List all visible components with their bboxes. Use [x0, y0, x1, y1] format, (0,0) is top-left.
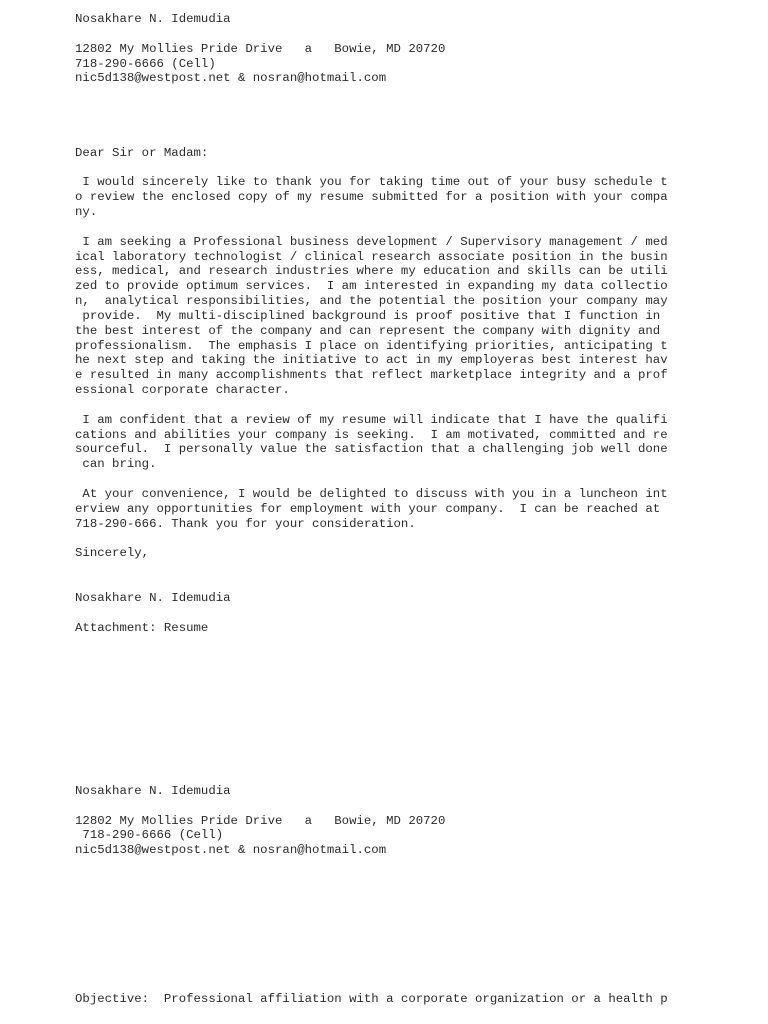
- paragraph-line: essional corporate character.: [75, 383, 290, 398]
- paragraph-3: [75, 413, 755, 472]
- resume-address: 12802 My Mollies Pride Drive a Bowie, MD 20720: [75, 813, 446, 828]
- paragraph-line: 718-290-666. Thank you for your consideration.: [75, 516, 416, 531]
- paragraph-line: I would sincerely like to thank you for taking time out of your busy schedule t: [75, 175, 668, 190]
- paragraph-line: ess, medical, and research industries where my education and skills can be utili: [75, 264, 668, 279]
- spacer: [75, 398, 755, 413]
- spacer: [75, 160, 755, 175]
- closing: Sincerely,: [75, 546, 150, 561]
- paragraph-line: he next step and taking the initiative to act in my employeras best interest hav: [75, 353, 668, 368]
- spacer: [75, 576, 755, 591]
- signature-name: Nosakhare N. Idemudia: [75, 590, 231, 605]
- paragraph-line: n, analytical responsibilities, and the potential the position your company may: [75, 294, 668, 309]
- spacer: [75, 27, 755, 42]
- paragraph-line: cations and abilities your company is seeking. I am motivated, committed and re: [75, 427, 668, 442]
- paragraph-line: the best interest of the company and can represent the company with dignity and: [75, 323, 661, 338]
- spacer: [75, 858, 755, 992]
- header-email: nic5d138@westpost.net & nosran@hotmail.com: [75, 71, 387, 86]
- paragraph-line: can bring.: [75, 457, 157, 472]
- paragraph-line: At your convenience, I would be delighted to discuss with you in a luncheon int: [75, 487, 668, 502]
- paragraph-line: I am confident that a review of my resume will indicate that I have the qualifi: [75, 412, 668, 427]
- spacer: [75, 606, 755, 621]
- spacer: [75, 635, 755, 784]
- cover-letter-document: [75, 12, 755, 1007]
- header-phone: 718-290-6666 (Cell): [75, 56, 216, 71]
- spacer: [75, 561, 755, 576]
- salutation: Dear Sir or Madam:: [75, 145, 209, 160]
- paragraph-line: ny.: [75, 204, 98, 219]
- resume-email: nic5d138@westpost.net & nosran@hotmail.com: [75, 843, 387, 858]
- spacer: [75, 86, 755, 145]
- resume-objective: Objective: Professional affiliation with a corporate organization or a health p: [75, 991, 668, 1006]
- paragraph-line: o review the enclosed copy of my resume submitted for a position with your compa: [75, 190, 668, 205]
- paragraph-line: zed to provide optimum services. I am interested in expanding my data collectio: [75, 279, 668, 294]
- spacer: [75, 220, 755, 235]
- spacer: [75, 799, 755, 814]
- paragraph-line: sourceful. I personally value the satisfaction that a challenging job well done: [75, 442, 668, 457]
- header-address: 12802 My Mollies Pride Drive a Bowie, MD 20720: [75, 41, 446, 56]
- paragraph-line: ical laboratory technologist / clinical research associate position in the busin: [75, 249, 668, 264]
- resume-phone: 718-290-6666 (Cell): [75, 828, 224, 843]
- paragraph-4: [75, 487, 755, 532]
- paragraph-1: [75, 175, 755, 220]
- resume-name: Nosakhare N. Idemudia: [75, 783, 231, 798]
- paragraph-line: professionalism. The emphasis I place on identifying priorities, anticipating t: [75, 338, 668, 353]
- paragraph-line: provide. My multi-disciplined background is proof positive that I function in: [75, 308, 661, 323]
- paragraph-line: erview any opportunities for employment with your company. I can be reached at: [75, 501, 661, 516]
- paragraph-2: [75, 235, 755, 398]
- spacer: [75, 532, 755, 547]
- spacer: [75, 472, 755, 487]
- header-name: Nosakhare N. Idemudia: [75, 12, 231, 26]
- attachment-note: Attachment: Resume: [75, 620, 209, 635]
- paragraph-line: I am seeking a Professional business development / Supervisory management / med: [75, 234, 668, 249]
- paragraph-line: e resulted in many accomplishments that reflect marketplace integrity and a prof: [75, 368, 668, 383]
